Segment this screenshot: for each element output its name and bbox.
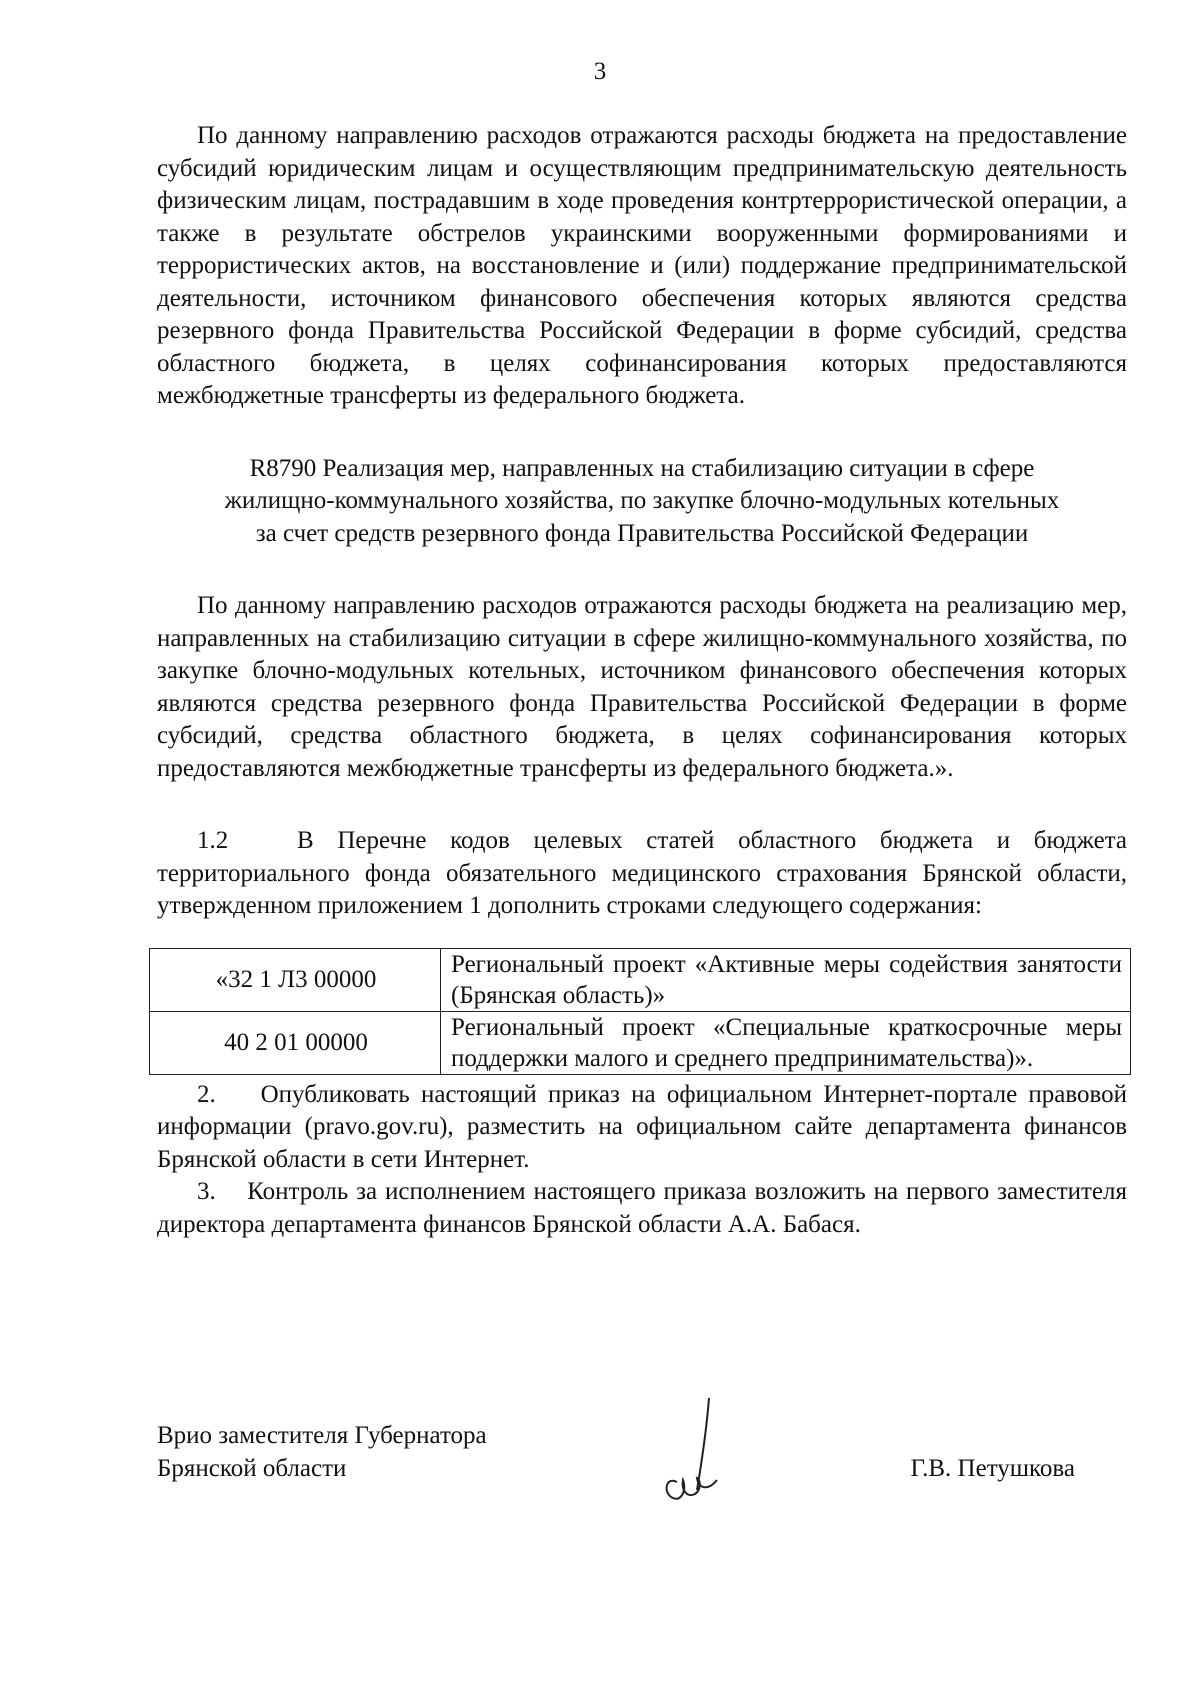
signatory-position bbox=[157, 1419, 487, 1485]
item-text: Контроль за исполнением настоящего приказа возложить на первого заместителя директора департамента финансов Брянской области А.А. Бабася. bbox=[157, 1178, 1127, 1238]
heading-line: R8790 Реализация мер, направленных на стабилизацию ситуации в сфере bbox=[249, 454, 1035, 482]
signature-block bbox=[157, 1419, 1127, 1529]
item-3 bbox=[157, 1176, 1127, 1241]
table-cell-code: 40 2 01 00000 bbox=[150, 1011, 441, 1074]
item-2 bbox=[157, 1079, 1127, 1177]
item-number: 3. bbox=[197, 1178, 216, 1205]
position-line: Брянской области bbox=[157, 1455, 347, 1482]
table-row bbox=[150, 948, 1131, 1011]
item-number: 2. bbox=[197, 1080, 216, 1108]
codes-table bbox=[149, 948, 1131, 1075]
document-body bbox=[157, 120, 1127, 1241]
heading-line: жилищно-коммунального хозяйства, по закупке блочно-модульных котельных bbox=[224, 487, 1060, 514]
position-line: Врио заместителя Губернатора bbox=[157, 1422, 487, 1449]
paragraph-expense-description-2: По данному направлению расходов отражаются расходы бюджета на реализацию мер, направленных на стабилизацию ситуации в сфере жилищно-коммунального хозяйства, по закупке блочно-модульных котельных, источником финансового обеспечения которых являются средства резервного фонда Правительства Российской Федерации в форме субсидий, средства областного бюджета, в целях софинансирования которых предоставляются межбюджетные трансферты из федерального бюджета.». bbox=[157, 592, 1127, 782]
item-text: В Перечне кодов целевых статей областного бюджета и бюджета территориального фонда обязательного медицинского страхования Брянской области, утвержденном приложением 1 дополнить строками следующего содержания: bbox=[157, 827, 1127, 919]
handwritten-signature-icon bbox=[657, 1394, 737, 1514]
item-text: Опубликовать настоящий приказ на официальном Интернет-портале правовой информации (pravo.gov.ru), разместить на официальном сайте департамента финансов Брянской области в сети Интернет. bbox=[157, 1080, 1128, 1173]
section-heading bbox=[157, 453, 1127, 551]
paragraph-expense-description-1: По данному направлению расходов отражаются расходы бюджета на предоставление субсидий юридическим лицам и осуществляющим предпринимательскую деятельность физическим лицам, пострадавшим в ходе проведения контртеррористической операции, а также в результате обстрелов украинскими вооруженными формированиями и террористических актов, на восстановление и (или) поддержание предпринимательской деятельности, источником финансового обеспечения которых являются средства резервного фонда Правительства Российской Федерации в форме субсидий, средства областного бюджета, в целях софинансирования которых предоставляются межбюджетные трансферты из федерального бюджета. bbox=[157, 122, 1127, 409]
table-cell-description: Региональный проект «Активные меры содействия занятости (Брянская область)» bbox=[441, 948, 1131, 1011]
signatory-name: Г.В. Петушкова bbox=[910, 1455, 1075, 1482]
table-row bbox=[150, 1011, 1131, 1074]
item-number: 1.2 bbox=[197, 827, 229, 854]
table-cell-code: «32 1 Л3 00000 bbox=[150, 948, 441, 1011]
heading-line: за счет средств резервного фонда Правительства Российской Федерации bbox=[255, 519, 1029, 547]
item-1-2 bbox=[157, 825, 1127, 923]
page-number: 3 bbox=[593, 58, 607, 85]
table-cell-description: Региональный проект «Специальные краткосрочные меры поддержки малого и среднего предпринимательства)». bbox=[441, 1011, 1131, 1074]
